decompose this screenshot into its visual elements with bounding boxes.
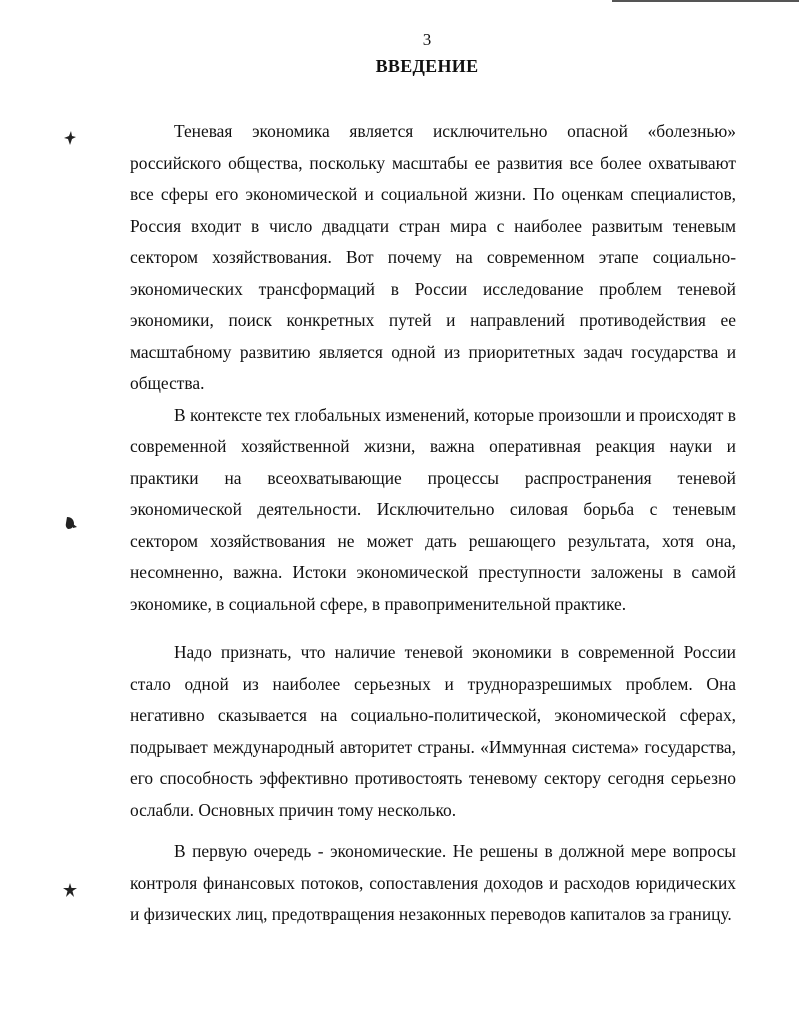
paragraph-3: Надо признать, что наличие теневой экономики в современной России стало одной из наиболее серьезных и трудноразрешимых проблем. Она негативно сказывается на социально-политической, экономической сферах, подрывает международный авторитет страны. «Иммунная система» государства, его способность эффективно противостоять теневому сектору сегодня серьезно ослабли. Основных причин тому несколько. <box>130 642 736 820</box>
margin-mark-icon <box>62 882 78 898</box>
margin-mark-icon <box>62 515 78 531</box>
page-number: 3 <box>422 30 432 49</box>
paragraph-1: Теневая экономика является исключительно опасной «болезнью» российского общества, поскольку масштабы ее развития все более охватывают все сферы его экономической и социальной жизни. По оценкам специалистов, Россия входит в число двадцати стран мира с наиболее развитым теневым сектором хозяйствования. Вот почему на современном этапе социально-экономических трансформаций в России исследование проблем теневой экономики, поиск конкретных путей и направлений противодействия ее масштабному развитию является одной из приоритетных задач государства и общества. <box>130 121 736 393</box>
margin-mark-icon <box>62 130 78 146</box>
top-edge-rule <box>612 0 799 2</box>
paragraph-2: В контексте тех глобальных изменений, которые произошли и происходят в современной хозяйственной жизни, важна оперативная реакция науки и практики на всеохватывающие процессы распространения теневой экономической деятельности. Исключительно силовая борьба с теневым сектором хозяйствования не может дать решающего результата, хотя она, несомненно, важна. Истоки экономической преступности заложены в самой экономике, в социальной сфере, в правоприменительной практике. <box>130 404 736 614</box>
paragraph-4: В первую очередь - экономические. Не решены в должной мере вопросы контроля финансовых потоков, сопоставления доходов и расходов юридических и физических лиц, предотвращения незаконных переводов капиталов за границу. <box>130 841 736 924</box>
body-text <box>130 116 736 931</box>
page-title: ВВЕДЕНИЕ <box>375 56 479 76</box>
